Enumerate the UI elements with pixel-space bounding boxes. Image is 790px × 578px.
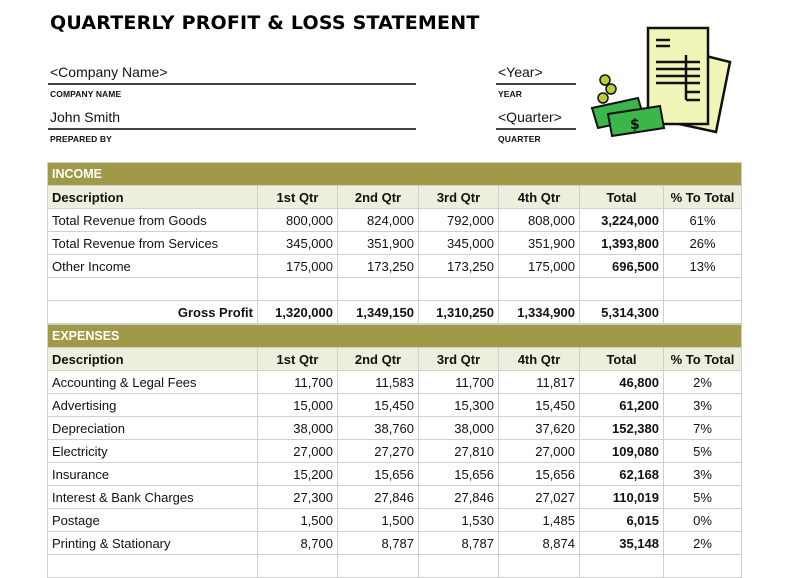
cell-pct[interactable]: 3%	[664, 394, 742, 417]
income-column-header-row	[48, 186, 742, 209]
gross-profit-q2[interactable]: 1,349,150	[338, 301, 419, 324]
cell-pct[interactable]: 26%	[664, 232, 742, 255]
col-header-q3: 3rd Qtr	[419, 186, 499, 209]
col-header-pct: % To Total	[664, 348, 742, 371]
financial-documents-money-icon	[590, 22, 740, 147]
gross-profit-label: Gross Profit	[48, 301, 258, 324]
cell-q3[interactable]: 345,000	[419, 232, 499, 255]
cell-q4[interactable]: 351,900	[499, 232, 580, 255]
cell-pct[interactable]: 5%	[664, 440, 742, 463]
cell-pct[interactable]: 0%	[664, 509, 742, 532]
cell-q1[interactable]: 27,300	[258, 486, 338, 509]
col-header-q4: 4th Qtr	[499, 348, 580, 371]
cell-q4[interactable]: 11,817	[499, 371, 580, 394]
cell-pct[interactable]: 2%	[664, 371, 742, 394]
company-name-field[interactable]	[48, 64, 416, 99]
cell-q3[interactable]: 15,300	[419, 394, 499, 417]
cell-q2[interactable]: 27,270	[338, 440, 419, 463]
row-description[interactable]: Interest & Bank Charges	[48, 486, 258, 509]
quarter-label: QUARTER	[498, 134, 541, 144]
cell-q1[interactable]: 1,500	[258, 509, 338, 532]
income-section-header	[48, 163, 742, 186]
gross-profit-q3[interactable]: 1,310,250	[419, 301, 499, 324]
cell-total[interactable]: 696,500	[580, 255, 664, 278]
empty-row	[48, 278, 742, 301]
row-description[interactable]: Postage	[48, 509, 258, 532]
cell-q1[interactable]: 345,000	[258, 232, 338, 255]
cell-total[interactable]: 109,080	[580, 440, 664, 463]
cell-q2[interactable]: 15,656	[338, 463, 419, 486]
cell-q4[interactable]: 808,000	[499, 209, 580, 232]
cell-total[interactable]: 35,148	[580, 532, 664, 555]
col-header-pct: % To Total	[664, 186, 742, 209]
cell-q3[interactable]: 27,810	[419, 440, 499, 463]
cell-q4[interactable]: 15,450	[499, 394, 580, 417]
cell-pct[interactable]: 5%	[664, 486, 742, 509]
cell-q1[interactable]: 27,000	[258, 440, 338, 463]
prepared-by-label: PREPARED BY	[50, 134, 112, 144]
col-header-q2: 2nd Qtr	[338, 186, 419, 209]
expenses-section-label: EXPENSES	[48, 325, 742, 348]
col-header-total: Total	[580, 186, 664, 209]
cell-q3[interactable]: 792,000	[419, 209, 499, 232]
table-row	[48, 394, 742, 417]
cell-q2[interactable]: 11,583	[338, 371, 419, 394]
row-description[interactable]: Other Income	[48, 255, 258, 278]
table-row	[48, 486, 742, 509]
empty-cell[interactable]	[580, 278, 664, 301]
cell-q1[interactable]: 8,700	[258, 532, 338, 555]
empty-cell[interactable]	[664, 301, 742, 324]
cell-q1[interactable]: 38,000	[258, 417, 338, 440]
cell-q4[interactable]: 37,620	[499, 417, 580, 440]
document-title: QUARTERLY PROFIT & LOSS STATEMENT	[50, 12, 480, 34]
col-header-description: Description	[48, 348, 258, 371]
year-value[interactable]: <Year>	[496, 64, 576, 85]
cell-total[interactable]: 62,168	[580, 463, 664, 486]
col-header-q2: 2nd Qtr	[338, 348, 419, 371]
row-description[interactable]: Insurance	[48, 463, 258, 486]
empty-cell[interactable]	[258, 278, 338, 301]
cell-q1[interactable]: 175,000	[258, 255, 338, 278]
row-description[interactable]: Advertising	[48, 394, 258, 417]
col-header-description: Description	[48, 186, 258, 209]
cell-q3[interactable]: 1,530	[419, 509, 499, 532]
cell-q3[interactable]: 38,000	[419, 417, 499, 440]
gross-profit-q1[interactable]: 1,320,000	[258, 301, 338, 324]
quarter-field[interactable]	[496, 109, 576, 144]
cell-q4[interactable]: 175,000	[499, 255, 580, 278]
table-row	[48, 417, 742, 440]
cell-q4[interactable]: 27,000	[499, 440, 580, 463]
cell-q1[interactable]: 15,200	[258, 463, 338, 486]
col-header-q3: 3rd Qtr	[419, 348, 499, 371]
cell-q1[interactable]: 15,000	[258, 394, 338, 417]
row-description[interactable]: Depreciation	[48, 417, 258, 440]
company-name-value[interactable]: <Company Name>	[48, 64, 416, 85]
col-header-q1: 1st Qtr	[258, 348, 338, 371]
cell-q2[interactable]: 27,846	[338, 486, 419, 509]
empty-cell[interactable]	[48, 278, 258, 301]
table-row	[48, 532, 742, 555]
gross-profit-q4[interactable]: 1,334,900	[499, 301, 580, 324]
row-description[interactable]: Printing & Stationary	[48, 532, 258, 555]
cell-q4[interactable]: 8,874	[499, 532, 580, 555]
cell-pct[interactable]: 13%	[664, 255, 742, 278]
cell-q2[interactable]: 173,250	[338, 255, 419, 278]
empty-cell[interactable]	[664, 278, 742, 301]
cell-q3[interactable]: 8,787	[419, 532, 499, 555]
cell-total[interactable]: 110,019	[580, 486, 664, 509]
cell-total[interactable]: 152,380	[580, 417, 664, 440]
svg-text:$: $	[630, 117, 640, 133]
year-field[interactable]	[496, 64, 576, 99]
cell-pct[interactable]: 2%	[664, 532, 742, 555]
cell-q2[interactable]: 8,787	[338, 532, 419, 555]
gross-profit-total[interactable]: 5,314,300	[580, 301, 664, 324]
cell-q2[interactable]: 15,450	[338, 394, 419, 417]
table-row	[48, 232, 742, 255]
row-description[interactable]: Total Revenue from Services	[48, 232, 258, 255]
col-header-q1: 1st Qtr	[258, 186, 338, 209]
table-row	[48, 371, 742, 394]
cell-pct[interactable]: 61%	[664, 209, 742, 232]
empty-cell[interactable]	[499, 278, 580, 301]
row-description[interactable]: Accounting & Legal Fees	[48, 371, 258, 394]
table-row	[48, 463, 742, 486]
cell-q1[interactable]: 800,000	[258, 209, 338, 232]
gross-profit-row	[48, 301, 742, 324]
cell-q1[interactable]: 11,700	[258, 371, 338, 394]
empty-cell[interactable]	[419, 278, 499, 301]
cell-pct[interactable]: 3%	[664, 463, 742, 486]
cell-q3[interactable]: 15,656	[419, 463, 499, 486]
cell-q3[interactable]: 173,250	[419, 255, 499, 278]
cell-q4[interactable]: 15,656	[499, 463, 580, 486]
table-row	[48, 209, 742, 232]
table-row	[48, 509, 742, 532]
cell-pct[interactable]: 7%	[664, 417, 742, 440]
prepared-by-field[interactable]	[48, 109, 416, 144]
col-header-q4: 4th Qtr	[499, 186, 580, 209]
cell-total[interactable]: 6,015	[580, 509, 664, 532]
cell-total[interactable]: 61,200	[580, 394, 664, 417]
prepared-by-value[interactable]: John Smith	[48, 109, 416, 130]
empty-cell[interactable]	[338, 278, 419, 301]
col-header-total: Total	[580, 348, 664, 371]
cell-total[interactable]: 46,800	[580, 371, 664, 394]
income-section-label: INCOME	[48, 163, 742, 186]
cell-q3[interactable]: 11,700	[419, 371, 499, 394]
cell-q3[interactable]: 27,846	[419, 486, 499, 509]
quarter-value[interactable]: <Quarter>	[496, 109, 576, 130]
cell-q4[interactable]: 27,027	[499, 486, 580, 509]
expenses-table	[47, 324, 742, 578]
cell-q2[interactable]: 824,000	[338, 209, 419, 232]
table-row	[48, 440, 742, 463]
cell-total[interactable]: 1,393,800	[580, 232, 664, 255]
table-row	[48, 255, 742, 278]
year-label: YEAR	[498, 89, 523, 99]
row-description[interactable]: Total Revenue from Goods	[48, 209, 258, 232]
cell-q2[interactable]: 38,760	[338, 417, 419, 440]
income-table	[47, 162, 742, 324]
cell-q4[interactable]: 1,485	[499, 509, 580, 532]
cell-q2[interactable]: 1,500	[338, 509, 419, 532]
row-description[interactable]: Electricity	[48, 440, 258, 463]
cell-total[interactable]: 3,224,000	[580, 209, 664, 232]
cell-q2[interactable]: 351,900	[338, 232, 419, 255]
company-name-label: COMPANY NAME	[50, 89, 122, 99]
expenses-section-header	[48, 325, 742, 348]
expenses-column-header-row	[48, 348, 742, 371]
